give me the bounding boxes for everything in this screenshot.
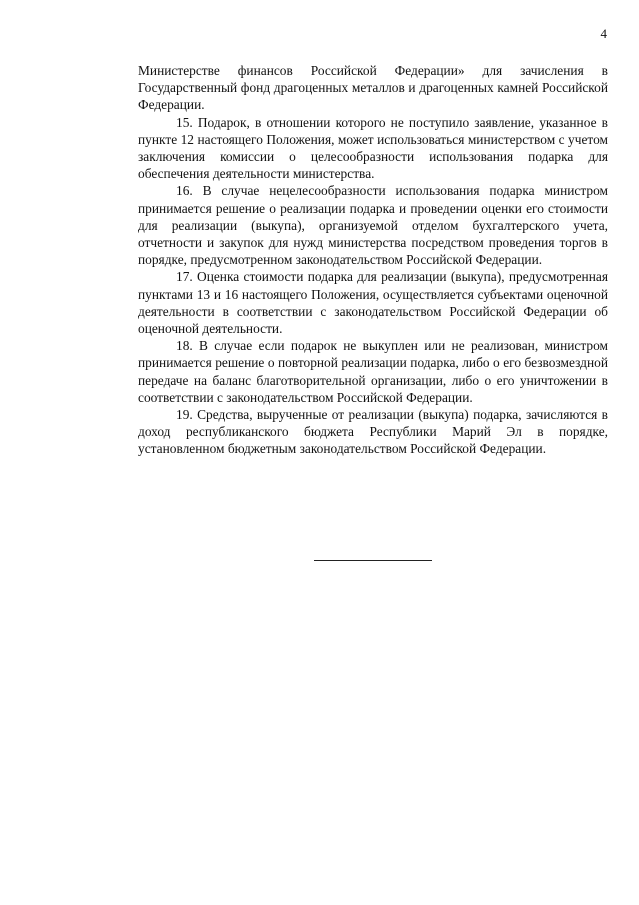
paragraph-continuation: Министерстве финансов Российской Федерации» для зачисления в Государственный фонд драгоценных металлов и драгоценных камней Российской Федерации. — [138, 63, 608, 113]
document-body — [138, 62, 608, 458]
paragraph-item-16: 16. В случае нецелесообразности использования подарка министром принимается решение о реализации подарка и проведении оценки его стоимости для реализации (выкупа), организуемой отделом бухгалтерского учета, отчетности и закупок для нужд министерства посредством проведения торгов в порядке, предусмотренном законодательством Российской Федерации. — [138, 183, 608, 268]
end-separator-line — [314, 560, 432, 561]
page-number: 4 — [600, 26, 607, 41]
paragraph-item-18: 18. В случае если подарок не выкуплен или не реализован, министром принимается решение о повторной реализации подарка, либо о его безвозмездной передаче на баланс благотворительной организации, либо о его уничтожении в соответствии с законодательством Российской Федерации. — [138, 338, 608, 405]
paragraph-item-17: 17. Оценка стоимости подарка для реализации (выкупа), предусмотренная пунктами 13 и 16 настоящего Положения, осуществляется субъектами оценочной деятельности в соответствии с законодательством Российской Федерации об оценочной деятельности. — [138, 269, 608, 337]
paragraph-item-19: 19. Средства, вырученные от реализации (выкупа) подарка, зачисляются в доход республиканского бюджета Республики Марий Эл в порядке, установленном бюджетным законодательством Российской Федерации. — [138, 407, 608, 457]
paragraph-item-15: 15. Подарок, в отношении которого не поступило заявление, указанное в пункте 12 настоящего Положения, может использоваться министерством с учетом заключения комиссии о целесообразности использования подарка для обеспечения деятельности министерства. — [138, 114, 608, 182]
